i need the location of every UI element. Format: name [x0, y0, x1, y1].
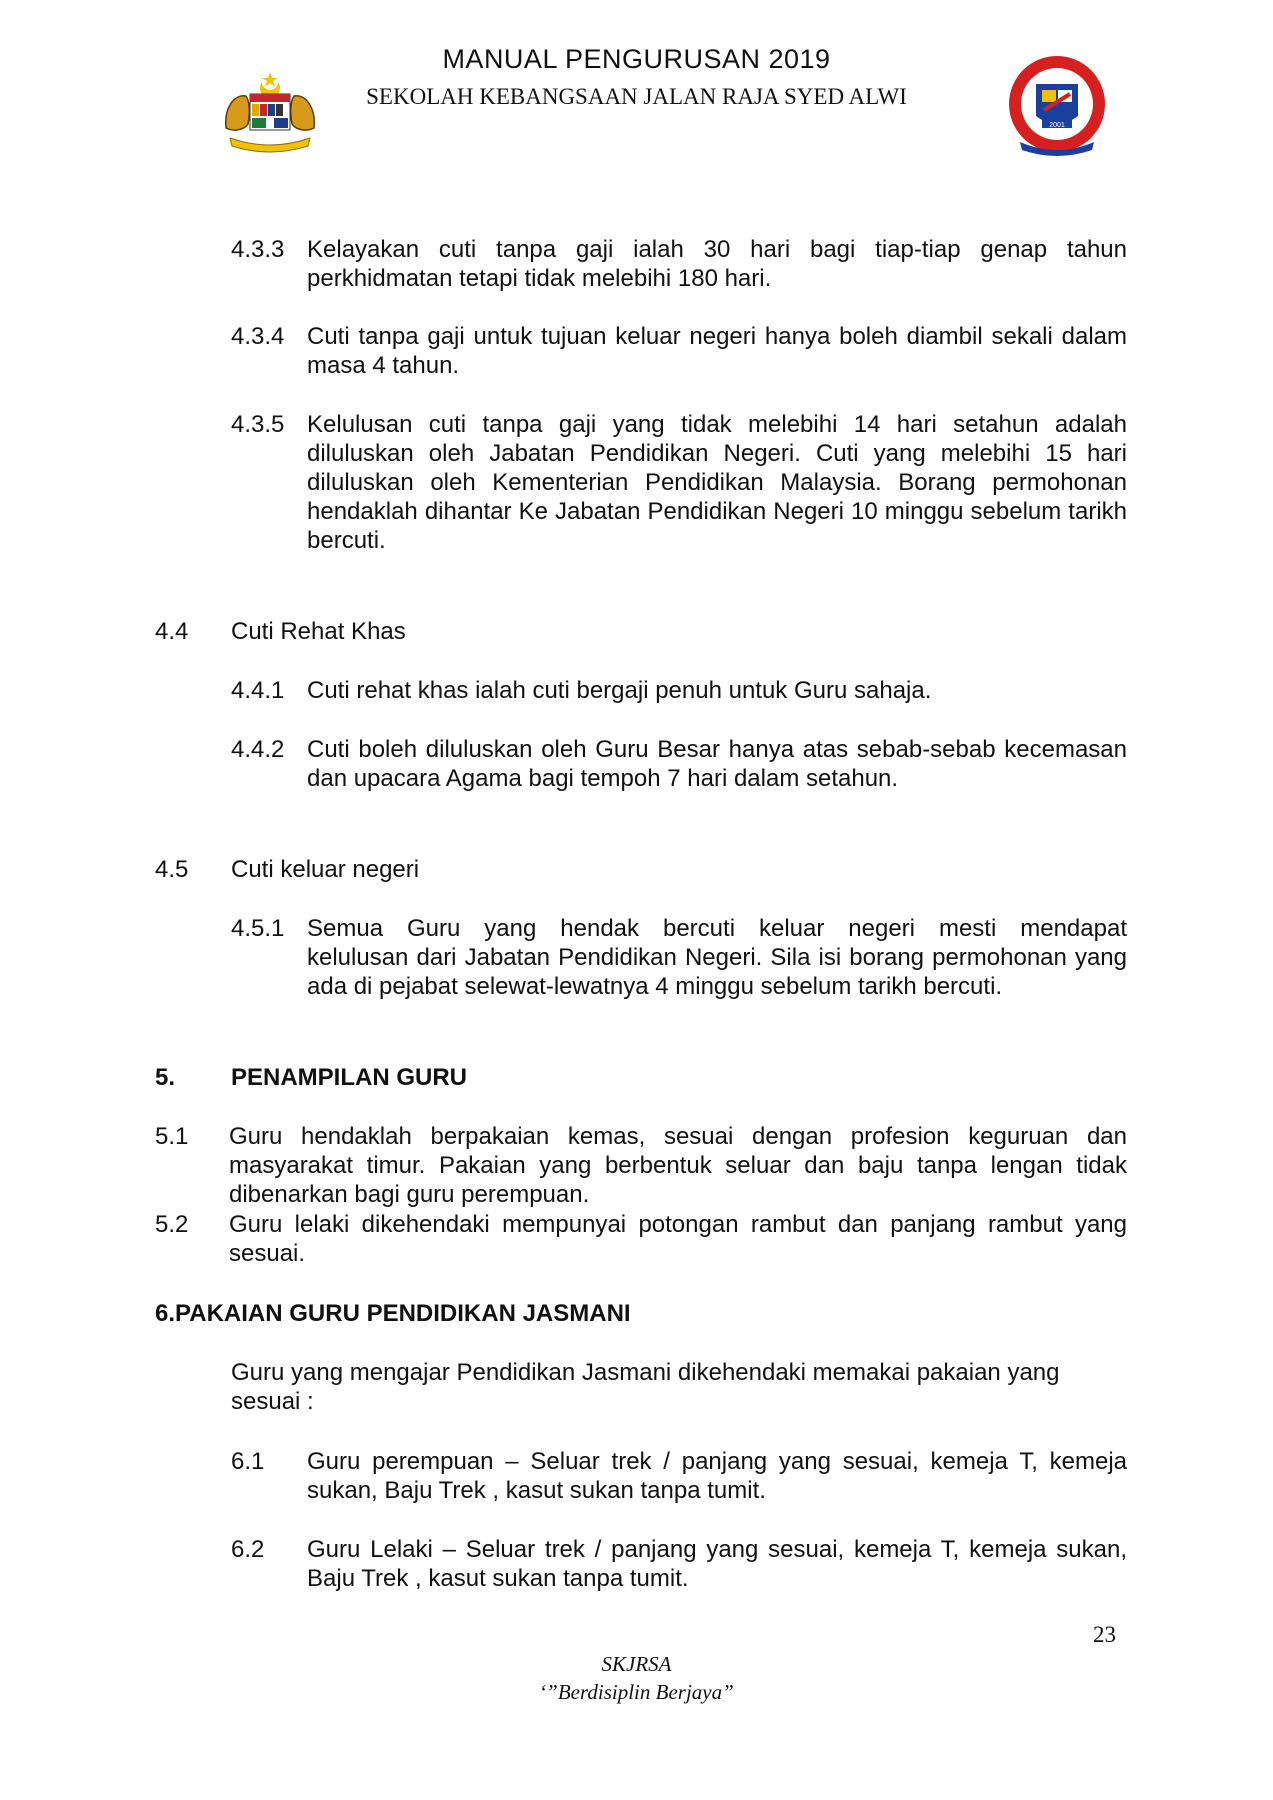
section-number: 5.2	[155, 1211, 189, 1238]
paragraph-4-3-5	[307, 410, 1127, 555]
section-number: 4.4.2	[231, 736, 285, 763]
document-title: MANUAL PENGURUSAN 2019	[442, 44, 831, 74]
paragraph-text: Cuti boleh diluluskan oleh Guru Besar hanya atas sebab-sebab kecemasan dan upacara Agama bagi tempoh 7 hari dalam setahun.	[307, 736, 1127, 792]
section-number: 4.4.1	[231, 677, 285, 704]
section-number: 4.3.4	[231, 323, 285, 350]
paragraph-text: Kelayakan cuti tanpa gaji ialah 30 hari bagi tiap-tiap genap tahun perkhidmatan tetapi tidak melebihi 180 hari.	[307, 236, 1127, 292]
section-number: 6.1	[231, 1448, 265, 1475]
section-heading: 6.PAKAIAN GURU PENDIDIKAN JASMANI	[155, 1300, 631, 1327]
paragraph-4-3-3	[307, 235, 1127, 293]
paragraph-text: Kelulusan cuti tanpa gaji yang tidak melebihi 14 hari setahun adalah diluluskan oleh Jabatan Pendidikan Negeri. Cuti yang melebihi 15 hari diluluskan oleh Kementerian Pendidikan Malaysia. Borang permohonan hendaklah dihantar Ke Jabatan Pendidikan Negeri 10 minggu sebelum tarikh bercuti.	[307, 411, 1127, 554]
section-number: 4.5	[155, 856, 189, 883]
footer-motto: ‘”Berdisiplin Berjaya”	[539, 1680, 734, 1704]
section-number: 5.1	[155, 1123, 189, 1150]
paragraph-5-1: Guru hendaklah berpakaian kemas, sesuai dengan profesion keguruan dan masyarakat timur. Pakaian yang berbentuk seluar dan baju tanpa lengan tidak dibenarkan bagi guru perempuan.	[229, 1123, 1127, 1208]
paragraph-4-4-2	[307, 735, 1127, 793]
school-name: SEKOLAH KEBANGSAAN JALAN RAJA SYED ALWI	[366, 84, 907, 109]
paragraph-4-4-1: Cuti rehat khas ialah cuti bergaji penuh untuk Guru sahaja.	[307, 677, 932, 704]
section-number: 4.5.1	[231, 915, 285, 942]
paragraph-6-1: Guru perempuan – Seluar trek / panjang yang sesuai, kemeja T, kemeja sukan, Baju Trek , kasut sukan tanpa tumit.	[307, 1448, 1127, 1504]
section-heading: PENAMPILAN GURU	[231, 1064, 468, 1091]
section-heading: Cuti keluar negeri	[231, 856, 420, 883]
paragraph-6-intro: Guru yang mengajar Pendidikan Jasmani dikehendaki memakai pakaian yang sesuai :	[231, 1359, 1060, 1415]
section-number: 4.3.3	[231, 236, 285, 263]
section-number: 5.	[155, 1064, 176, 1091]
paragraph-6-2: Guru Lelaki – Seluar trek / panjang yang sesuai, kemeja T, kemeja sukan, Baju Trek , kasut sukan tanpa tumit.	[307, 1536, 1127, 1592]
paragraph-4-5-1-cont: kelulusan dari Jabatan Pendidikan Negeri. Sila isi borang permohonan yang ada di pejabat selewat-lewatnya 4 minggu sebelum tarikh bercuti.	[307, 944, 1127, 1000]
section-number: 4.3.5	[231, 411, 285, 438]
section-number: 6.2	[231, 1536, 265, 1563]
paragraph-text: Cuti tanpa gaji untuk tujuan keluar negeri hanya boleh diambil sekali dalam masa 4 tahun.	[307, 323, 1127, 379]
section-number: 4.4	[155, 618, 189, 645]
paragraph-5-2: Guru lelaki dikehendaki mempunyai potongan rambut dan panjang rambut yang sesuai.	[229, 1211, 1127, 1267]
paragraph-4-3-4	[307, 322, 1127, 380]
paragraph-4-5-1-line1: Semua Guru yang hendak bercuti keluar negeri mesti mendapat	[307, 915, 1127, 942]
malaysia-coat-of-arms-icon	[220, 68, 320, 156]
school-crest-year: 2001	[1049, 122, 1065, 129]
footer-school-abbrev: SKJRSA	[601, 1652, 672, 1676]
school-crest-icon	[1006, 54, 1108, 158]
page-number: 23	[1093, 1622, 1116, 1647]
section-heading: Cuti Rehat Khas	[231, 618, 406, 645]
